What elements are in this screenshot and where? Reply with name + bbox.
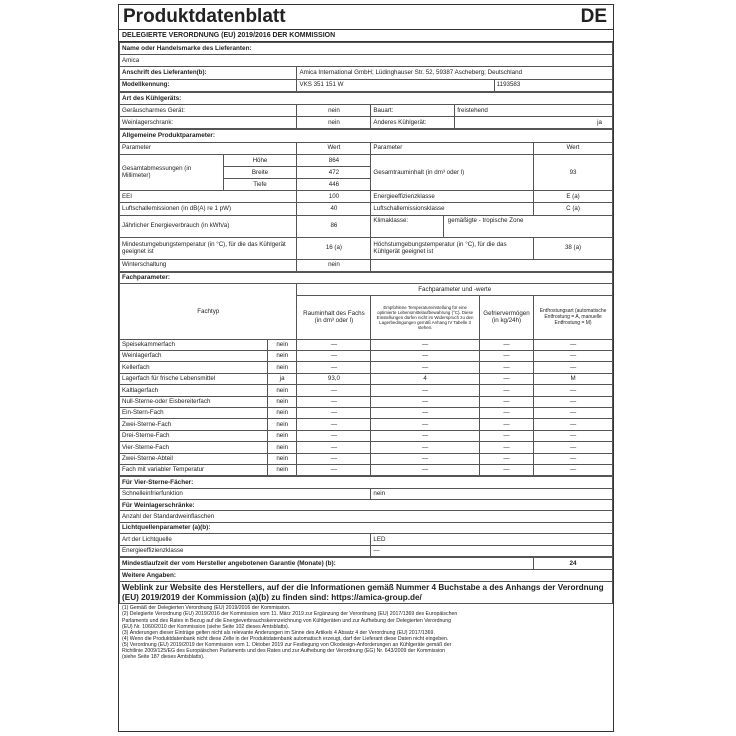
min-temp-value: 16 (a) [297,237,371,259]
compartment-freeze: — [479,339,533,350]
compartment-temp: — [371,385,479,396]
compartments-table [119,272,613,476]
warranty-table [119,557,613,604]
compartment-volume: — [297,385,371,396]
footnote: (3) Änderungen dieser Einträge gelten nicht als relevante Änderungen im Sinne des Artikels 4 Absatz 4 der Verordnung (EU) 2017/1369. [122,629,435,636]
type-section: Art des Kühlgeräts: [120,92,613,104]
compartment-name: Speisekammerfach [120,339,268,350]
compartment-defrost: — [534,464,613,475]
compartment-defrost: — [534,453,613,464]
winter-value: nein [297,259,371,271]
compartment-defrost: — [534,385,613,396]
dim-height-label: Höhe [223,154,297,166]
compartment-defrost: — [534,407,613,418]
footnote: Parlaments und des Rates in Bezug auf die Energieverbrauchskennzeichnung von Kühlgeräten und zur Aufhebung der Delegierten Verordnung [122,617,452,624]
warranty-value: 24 [534,558,613,570]
compartment-freeze: — [479,362,533,373]
col-defrost-head: Entfrostungsart (automatische Entfrostung = A, manuelle Entfrostung = M) [534,295,613,339]
compartment-temp: 4 [371,373,479,384]
eei-value: 100 [297,191,371,203]
max-temp-value: 38 (a) [534,237,613,259]
compartment-defrost: — [534,350,613,361]
compartment-volume: — [297,362,371,373]
general-param-head: Parameter [120,142,297,154]
compartment-volume: — [297,430,371,441]
product-data-sheet [118,4,614,732]
footnote: (EU) Nr. 1060/2010 der Kommission (siehe Seite 102 dieses Amtsblatts). [122,623,290,630]
warranty-label: Mindestlaufzeit der vom Hersteller angebotenen Garantie (Monate) (b): [120,558,534,570]
compartment-defrost: — [534,362,613,373]
footnote: (5) Verordnung (EU) 2019/2019 der Kommission vom 1. Oktober 2019 zur Festlegung von Ökodesign-Anforderungen an Kühlgeräte gemäß der [122,641,452,648]
compartment-temp: — [371,396,479,407]
footnotes [119,604,613,661]
general-section: Allgemeine Produktparameter: [120,130,613,142]
quick-freeze-value: nein [371,488,613,499]
type-low-noise-label: Geräuscharmes Gerät: [120,104,297,116]
compartment-present: nein [267,453,297,464]
compartment-freeze: — [479,430,533,441]
compartment-temp: — [371,419,479,430]
footnote: (4) Wenn die Produktdatenbank nicht diese Zelle in der Produktdatenbank automatisch erzeugt, darf der Lieferant diese Daten nicht eingeben. [122,635,449,642]
eei-label: EEI [120,191,297,203]
type-other-value: ja [455,117,613,129]
light-type-value: LED [371,534,613,545]
compartment-present: nein [267,385,297,396]
dimensions-label: Gesamtabmessungen (in Millimeter) [120,154,224,191]
compartment-name: Drei-Sterne-Fach [120,430,268,441]
compartment-volume: — [297,407,371,418]
energy-class-value: E (a) [534,191,613,203]
winter-label: Winterschaltung [120,259,297,271]
general-value-head: Wert [297,142,371,154]
table-row [120,407,613,418]
col-freeze-head: Gefriervermögen (in kg/24h) [479,295,533,339]
type-design-label: Bauart: [371,104,455,116]
compartment-defrost: — [534,430,613,441]
compartment-temp: — [371,407,479,418]
compartment-name: Fach mit variabler Temperatur [120,464,268,475]
compartment-present: nein [267,419,297,430]
dim-width-value: 472 [297,166,371,178]
compartment-present: nein [267,407,297,418]
compartment-freeze: — [479,453,533,464]
model-value: VKS 351 151 W [297,79,494,91]
compartment-volume: — [297,453,371,464]
dim-depth-value: 446 [297,179,371,191]
table-row [120,430,613,441]
compartment-defrost: — [534,419,613,430]
compartment-present: nein [267,464,297,475]
compartment-freeze: — [479,419,533,430]
model-label: Modellkennung: [120,79,297,91]
col-temp-head: Empfohlene Temperatureinstellung für eine optimierte Lebensmittelaufbewahrung (°C). Diese Einstellungen dürfen nicht im Widerspruch zu den Lagerbedingungen gemäß Anhang IV Tabelle 3 stehen. [371,295,479,339]
compartment-temp: — [371,339,479,350]
supplier-name-label: Name oder Handelsmarke des Lieferanten: [120,43,613,55]
quick-freeze-label: Schnelleinfrierfunktion [120,488,371,499]
compartment-temp: — [371,362,479,373]
compartment-volume: 93,0 [297,373,371,384]
table-row [120,396,613,407]
compartment-present: nein [267,362,297,373]
compartment-name: Zwei-Sterne-Abteil [120,453,268,464]
supplier-name-value: Amica [120,55,613,67]
compartment-temp: — [371,350,479,361]
regulation-subtitle: DELEGIERTE VERORDNUNG (EU) 2019/2016 DER KOMMISSION [119,30,613,42]
col-volume-head: Rauminhalt des Fachs (in dm³ oder l) [297,295,371,339]
compartment-name: Weinlagerfach [120,350,268,361]
energy-class-label: Energieeffizienzklasse [371,191,534,203]
compartment-freeze: — [479,385,533,396]
compartment-present: nein [267,430,297,441]
footnote: (siehe Seite 187 dieses Amtsblatts). [122,654,205,661]
table-row [120,339,613,350]
dim-height-value: 864 [297,154,371,166]
compartment-name: Ein-Stern-Fach [120,407,268,418]
wine-bottles-label: Anzahl der Standardweinflaschen [120,511,613,522]
compartment-defrost: — [534,339,613,350]
compartments-section: Fachparameter: [120,272,613,283]
compartment-volume: — [297,339,371,350]
compartment-temp: — [371,430,479,441]
sheet-header [119,5,613,30]
type-design-value: freistehend [455,104,613,116]
extra-parameters-table [119,476,613,557]
noise-value: 40 [297,203,371,215]
type-wine-value: nein [297,117,371,129]
appliance-type-table [119,92,613,130]
light-type-label: Art der Lichtquelle [120,534,371,545]
compartment-temp: — [371,464,479,475]
compartment-volume: — [297,464,371,475]
compartment-defrost: — [534,442,613,453]
table-row [120,442,613,453]
compartment-name: Lagerfach für frische Lebensmittel [120,373,268,384]
climate-label: Klimaklasse: [371,216,443,237]
compartment-name: Zwei-Sterne-Fach [120,419,268,430]
compartment-freeze: — [479,407,533,418]
table-row [120,385,613,396]
table-row [120,350,613,361]
compartment-name: Kellerfach [120,362,268,373]
compartment-present: nein [267,396,297,407]
volume-label: Gesamtrauminhalt (in dm³ oder l) [371,154,534,191]
table-row [120,362,613,373]
manufacturer-weblink: Weblink zur Website des Herstellers, auf der die Informationen gemäß Nummer 4 Buchstabe a des Anhangs der Verordnung (EU) 2019/2019 der Kommission (a)(b) zu finden sind: https://amica-group.de/ [120,582,613,604]
supplier-address-value: Amica International GmbH; Lüdinghauser Str. 52, 59387 Ascheberg; Deutschland [297,67,613,79]
general-param-head-2: Parameter [371,142,534,154]
general-value-head-2: Wert [534,142,613,154]
compartment-volume: — [297,350,371,361]
table-row [120,419,613,430]
type-other-label: Anderes Kühlgerät: [371,117,455,129]
compartment-group-head: Fachparameter und -werte [297,284,613,295]
compartment-temp: — [371,453,479,464]
compartment-name: Kaltlagerfach [120,385,268,396]
compartment-volume: — [297,396,371,407]
compartment-type-head: Fachtyp [120,284,297,339]
compartment-volume: — [297,442,371,453]
more-info-section: Weitere Angaben: [120,570,613,582]
sheet-title: Produktdatenblatt [123,6,286,27]
compartment-defrost: M [534,373,613,384]
table-row [120,453,613,464]
compartment-present: nein [267,350,297,361]
volume-value: 93 [534,154,613,191]
compartment-temp: — [371,442,479,453]
compartment-present: ja [267,373,297,384]
model-code: 1193583 [494,79,612,91]
dim-depth-label: Tiefe [223,179,297,191]
footnote: Richtlinie 2009/125/EG des Europäischen Parlaments und des Rates und zur Aufhebung der Verordnung (EG) Nr. 643/2009 der Kommission [122,648,445,655]
compartment-rows [120,339,613,476]
annual-energy-value: 86 [297,215,371,237]
dim-width-label: Breite [223,166,297,178]
general-parameters-table [119,129,613,272]
light-section: Lichtquellenparameter (a)(b): [120,522,613,533]
type-wine-label: Weinlagerschrank: [120,117,297,129]
compartment-freeze: — [479,464,533,475]
compartment-name: Vier-Sterne-Fach [120,442,268,453]
light-class-value: — [371,545,613,556]
footnote: (1) Gemäß der Delegierten Verordnung (EU) 2019/2016 der Kommission. [122,605,291,612]
supplier-address-label: Anschrift des Lieferanten(b): [120,67,297,79]
compartment-present: nein [267,442,297,453]
compartment-present: nein [267,339,297,350]
compartment-freeze: — [479,373,533,384]
noise-class-value: C (a) [534,203,613,215]
compartment-freeze: — [479,442,533,453]
light-class-label: Energieeffizienzklasse [120,545,371,556]
noise-label: Luftschallemissionen (in dB(A) re 1 pW) [120,203,297,215]
table-row [120,373,613,384]
table-row [120,464,613,475]
noise-class-label: Luftschallemissionsklasse [371,203,534,215]
type-low-noise-value: nein [297,104,371,116]
supplier-table [119,42,613,92]
compartment-volume: — [297,419,371,430]
max-temp-label: Höchstumgebungstemperatur (in °C), für die das Kühlgerät geeignet ist [371,237,534,259]
climate-value: gemäßigte - tropische Zone [447,216,524,224]
compartment-freeze: — [479,350,533,361]
four-star-section: Für Vier-Sterne-Fächer: [120,477,613,488]
min-temp-label: Mindestumgebungstemperatur (in °C), für die das Kühlgerät geeignet ist [120,237,297,259]
compartment-freeze: — [479,396,533,407]
footnote: (2) Delegierte Verordnung (EU) 2019/2016 der Kommission vom 11. März 2019 zur Ergänzung der Verordnung (EU) 2017/1369 des Europäischen [122,611,458,618]
language-code: DE [580,6,607,27]
compartment-name: Null-Sterne-oder Eisbereiterfach [120,396,268,407]
compartment-defrost: — [534,396,613,407]
wine-section: Für Weinlagerschränke: [120,500,613,511]
annual-energy-label: Jährlicher Energieverbrauch (in kWh/a) [120,215,297,237]
